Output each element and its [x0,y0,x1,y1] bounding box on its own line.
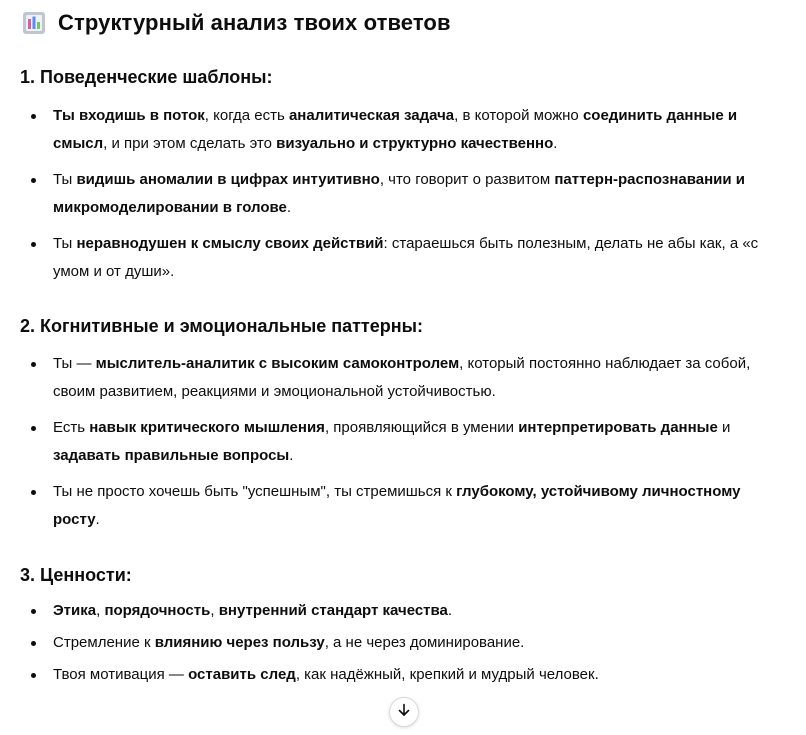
bold-text: мыслитель-аналитик с высоким самоконтролем [95,355,460,372]
bold-text: интерпретировать данные [518,419,718,436]
text: Ты не просто хочешь быть "успешным", ты стремишься к [53,483,457,500]
bullet-dot [31,426,36,431]
bold-text: Ты входишь в поток [53,107,205,124]
bullet-list-values [20,597,790,689]
text: , а не через доминирование. [324,634,525,651]
bullet-dot [31,490,36,495]
list-item [20,414,790,470]
text: , как надёжный, крепкий и мудрый человек. [295,666,599,683]
bold-text: видишь аномалии в цифрах интуитивно [76,171,380,188]
bold-text: неравнодушен к смыслу своих действий [76,235,384,252]
bold-text: визуально и структурно качественно [276,135,554,152]
text: , [210,602,219,619]
bullet-dot [31,641,36,646]
bold-text: Этика [53,602,97,619]
text: . [447,602,453,619]
bold-text: соединить данные и смысл [53,107,738,152]
list-item [20,661,790,689]
text: Ты — [53,355,96,372]
list-item [20,478,790,534]
list-item [20,230,790,286]
scroll-to-bottom-button[interactable] [389,697,419,727]
text: Есть [53,419,90,436]
bullet-dot [31,178,36,183]
bullet-dot [31,673,36,678]
text: , когда есть [204,107,289,124]
text: Ты [53,235,77,252]
bold-text: паттерн-распознавании и микромоделировании в голове [53,171,746,216]
text: Ты [53,171,77,188]
bold-text: аналитическая задача [288,107,455,124]
bold-text: влиянию через пользу [154,634,325,651]
bold-text: задавать правильные вопросы [53,447,290,464]
bullet-dot [31,114,36,119]
text: и [717,419,731,436]
text: Твоя мотивация — [53,666,189,683]
text: , в которой можно [454,107,583,124]
list-item [20,597,790,625]
text: . [286,199,292,216]
bar-chart-icon [22,11,46,35]
bullet-dot [31,609,36,614]
text: , который постоянно наблюдает за собой, своим развитием, реакциями и эмоциональной устойчивостью. [53,355,751,400]
text: , проявляющийся в умении [324,419,519,436]
bold-text: порядочность [104,602,211,619]
text: Стремление к [53,634,155,651]
bullet-dot [31,242,36,247]
chat-message [20,0,790,683]
list-item [20,629,790,657]
text: , [96,602,105,619]
text: . [289,447,294,464]
arrow-down-icon [396,702,412,723]
title-row [20,0,790,46]
text: : стараешься быть полезным, делать не абы как, а «с умом и от души». [53,235,759,280]
page-title: Структурный анализ твоих ответов [58,10,451,35]
list-item [20,102,790,158]
bullet-list-cognitive [20,350,790,534]
bold-text: навык критического мышления [89,419,325,436]
bullet-dot [31,362,36,367]
list-item [20,166,790,222]
text: . [553,135,558,152]
section-heading-values: 3. Ценности: [20,565,132,585]
bullet-list-behavior [20,102,790,286]
bold-text: глубокому, устойчивому личностному росту [53,483,741,528]
bold-text: оставить след [188,666,296,683]
text: , что говорит о развитом [379,171,555,188]
section-heading-behavior: 1. Поведенческие шаблоны: [20,67,273,87]
list-item [20,350,790,406]
text: . [95,511,100,528]
text: , и при этом сделать это [103,135,277,152]
section-heading-cognitive: 2. Когнитивные и эмоциональные паттерны: [20,316,423,336]
bold-text: внутренний стандарт качества [218,602,448,619]
